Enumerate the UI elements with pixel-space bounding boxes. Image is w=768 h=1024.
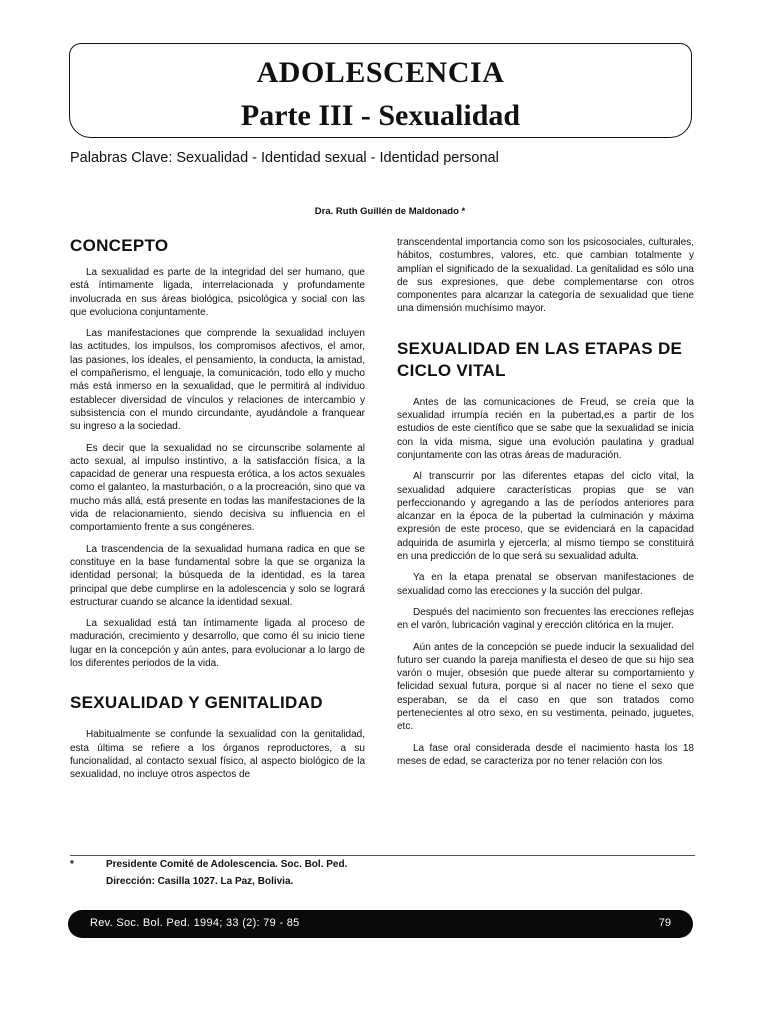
left-column [70,230,365,790]
paragraph: Las manifestaciones que comprende la sexualidad incluyen las actitudes, los impulsos, los compromisos afectivos, el amor, las pasiones, los ideales, el pensamiento, la conducta, la amistad, el compañerismo, el lenguaje, la comunicación, todo ello y mucho más está inmerso en la sexualidad, que le permitirá al individuo establecer diversidad de vínculos y relaciones de intercambio y subsistencia con el mundo circundante, ayudándole a franquear su ingreso a la sociedad. [70,328,365,433]
paragraph: Antes de las comunicaciones de Freud, se creía que la sexualidad irrumpía recién en la pubertad,es a partir de los estudios de este científico que se sabe que la sexualidad se inicia con la vida misma, sigue una evolución paulatina y gradual conjuntamente con las otras áreas de maduración. [397,396,694,461]
footnote-marker: * [70,859,74,870]
paragraph: Al transcurrir por las diferentes etapas del ciclo vital, la sexualidad adquiere características propias que se van perfeccionando y agregando a las de períodos anteriores para alcanzar en la época de la pubertad la culminación y máxima expresión de este proceso, que se evidenciará en la capacidad adquirida de asumirla y ejercerla; al mismo tiempo se constituirá en una predicción de lo que será su sexualidad adulta. [397,471,694,563]
section-heading-sexualidad-genitalidad: SEXUALIDAD Y GENITALIDAD [70,693,323,713]
paragraph: Después del nacimiento son frecuentes las erecciones reflejas en el varón, lubricación vaginal y erección clitórica en la mujer. [397,606,694,632]
paragraph: Es decir que la sexualidad no se circunscribe solamente al acto sexual, al impulso instintivo, a la satisfacción física, a la capacidad de generar una respuesta erótica, a los actos sexuales como el galanteo, la masturbación, o a la procreación, sino que va mucho más allá, está presente en todas las manifestaciones de la vida de relacionamiento, siendo decisiva su influencia en el comportamiento frente a sus congéneres. [70,442,365,534]
paragraph: La sexualidad es parte de la integridad del ser humano, que está íntimamente ligada, interrelacionada y profundamente involucrada en sus áreas biológica, psicológica y social con las que evoluciona conjuntamente. [70,267,365,318]
journal-citation: Rev. Soc. Bol. Ped. 1994; 33 (2): 79 - 85 [90,917,300,929]
paragraph: La trascendencia de la sexualidad humana radica en que se constituye en la base fundamental sobre la que se organiza la identidad personal; la búsqueda de la identidad, es la tarea principal que debe cumplirse en la adolescencia y solo se logrará estructurar cuando se alcance la identidad sexual. [70,543,365,608]
article-subtitle: Parte III - Sexualidad [240,99,521,132]
journal-footer-bar [68,910,693,938]
right-column [397,230,694,776]
section-heading-concepto: CONCEPTO [70,236,169,255]
footnote-affiliation: Presidente Comité de Adolescencia. Soc. Bol. Ped. [106,859,348,870]
paragraph: La fase oral considerada desde el nacimiento hasta los 18 meses de edad, se caracteriza por no tener relación con los [397,742,694,767]
paragraph: Habitualmente se confunde la sexualidad con la genitalidad, esta última se refiere a los órganos reproductores, a su funcionalidad, al contacto sexual físico, al aspecto biológico de la sexualidad, no incluye otros aspectos de [70,729,365,781]
page-number: 79 [658,917,671,929]
article-title: ADOLESCENCIA [256,56,505,89]
paragraph: La sexualidad está tan íntimamente ligada al proceso de maduración, crecimiento y desarrollo, que como él su inicio tiene lugar en la concepción y aún antes, para evolucionar a lo largo de los diferentes periodos de la vida. [70,618,365,670]
title-box [69,43,692,138]
paragraph: Aún antes de la concepción se puede inducir la sexualidad del futuro ser cuando la pareja manifiesta el deseo de que su hijo sea varón o mujer, obsesión que puede alterar su comportamiento y felicidad sexual futura, porque si al nacer no tiene el sexo que esperaban, se da el caso en que son tratados como pertenecientes al otro sexo, en su vestimenta, peinado, juguetes, etc. [397,641,694,733]
section-heading-etapas-ciclo-vital: SEXUALIDAD EN LAS ETAPAS DE CICLO VITAL [397,338,683,380]
author-line: Dra. Ruth Guillén de Maldonado * [314,206,466,217]
footnote-address: Dirección: Casilla 1027. La Paz, Bolivia. [106,876,294,887]
paragraph: Ya en la etapa prenatal se observan manifestaciones de sexualidad como las erecciones y la succión del pulgar. [397,572,694,597]
paragraph: transcendental importancia como son los psicosociales, culturales, hábitos, costumbres, valores, etc. que cambian totalmente y amplían el significado de la sexualidad. La genitalidad es sólo una de sus expresiones, que debe complementarse con otros componentes para alcanzar la categoría de sexualidad que tiene una dimensión muchísimo mayor. [397,237,694,315]
keywords: Palabras Clave: Sexualidad - Identidad sexual - Identidad personal [70,150,499,166]
